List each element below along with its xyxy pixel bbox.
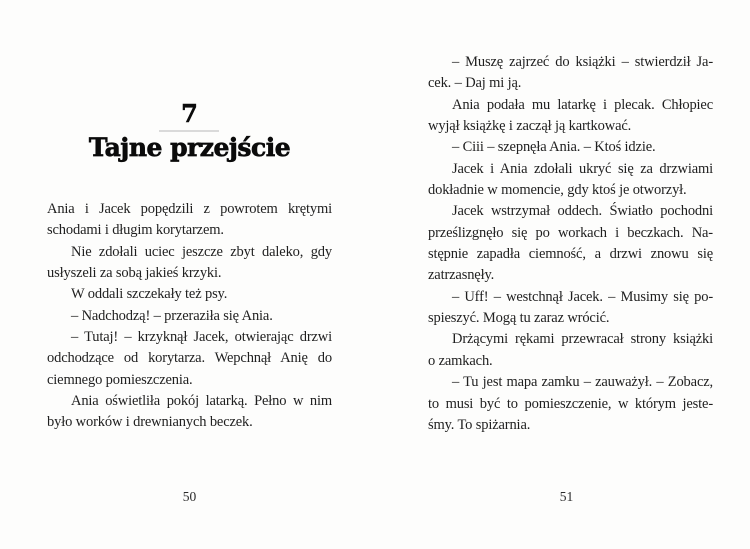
text-line: dokładnie w momencie, gdy ktoś je otworzył. [428,182,687,199]
text-line: – Muszę zajrzeć do książki – stwierdził Ja- [452,54,713,70]
text-line: – Uff! – westchnął Jacek. – Musimy się po- [452,288,713,305]
text-line: Jacek wstrzymał oddech. Światło pochodni [452,203,713,220]
text-line: stępnie zapadła ciemność, a drzwi znowu się [428,246,713,263]
chapter-title: Tajne przejście [88,133,291,162]
text-line: o zamkach. [428,352,493,369]
page-number-right: 51 [559,489,574,504]
text-line: cek. – Daj mi ją. [428,75,522,92]
text-line: prześlizgnęło się po workach i beczkach. Na- [428,224,713,241]
text-line: śmy. To spiżarnia. [428,416,531,433]
chapter-divider-rule [159,130,219,132]
text-line: usłyszeli za sobą jakieś krzyki. [47,265,222,282]
left-page-body-text [47,199,332,434]
text-line: Ania i Jacek popędzili z powrotem krętymi [47,201,332,217]
text-line: – Tutaj! – krzyknął Jacek, otwierając drzwi [71,329,332,346]
text-line: Jacek i Ania zdołali ukryć się za drzwiami [452,160,713,177]
chapter-number: 7 [181,99,198,128]
text-line: zatrzasnęły. [428,267,495,284]
text-line: Ania podała mu latarkę i plecak. Chłopiec [452,96,713,113]
text-line: – Ciii – szepnęła Ania. – Ktoś idzie. [452,139,656,156]
text-line: spieszyć. Mogą tu zaraz wrócić. [428,310,610,327]
text-line: ciemnego pomieszczenia. [47,371,193,388]
text-line: wyjął książkę i zaczął ją kartkować. [428,118,632,135]
text-line: W oddali szczekały też psy. [71,286,228,303]
right-page-body-text [428,52,713,436]
text-line: – Tu jest mapa zamku – zauważył. – Zobacz, [452,374,713,391]
text-line: schodami i długim korytarzem. [47,222,224,239]
page-number-left: 50 [182,489,197,504]
text-line: Ania oświetliła pokój latarką. Pełno w nim [71,393,332,410]
text-line: Drżącymi rękami przewracał strony książki [452,331,713,348]
text-line: Nie zdołali uciec jeszcze zbyt daleko, gdy [71,243,332,260]
text-line: odchodzące od korytarza. Wepchnął Anię do [47,350,332,367]
text-line: to musi być to pomieszczenie, w którym jeste- [428,395,713,412]
text-line: było worków i drewnianych beczek. [47,414,253,431]
text-line: – Nadchodzą! – przeraziła się Ania. [71,307,273,324]
